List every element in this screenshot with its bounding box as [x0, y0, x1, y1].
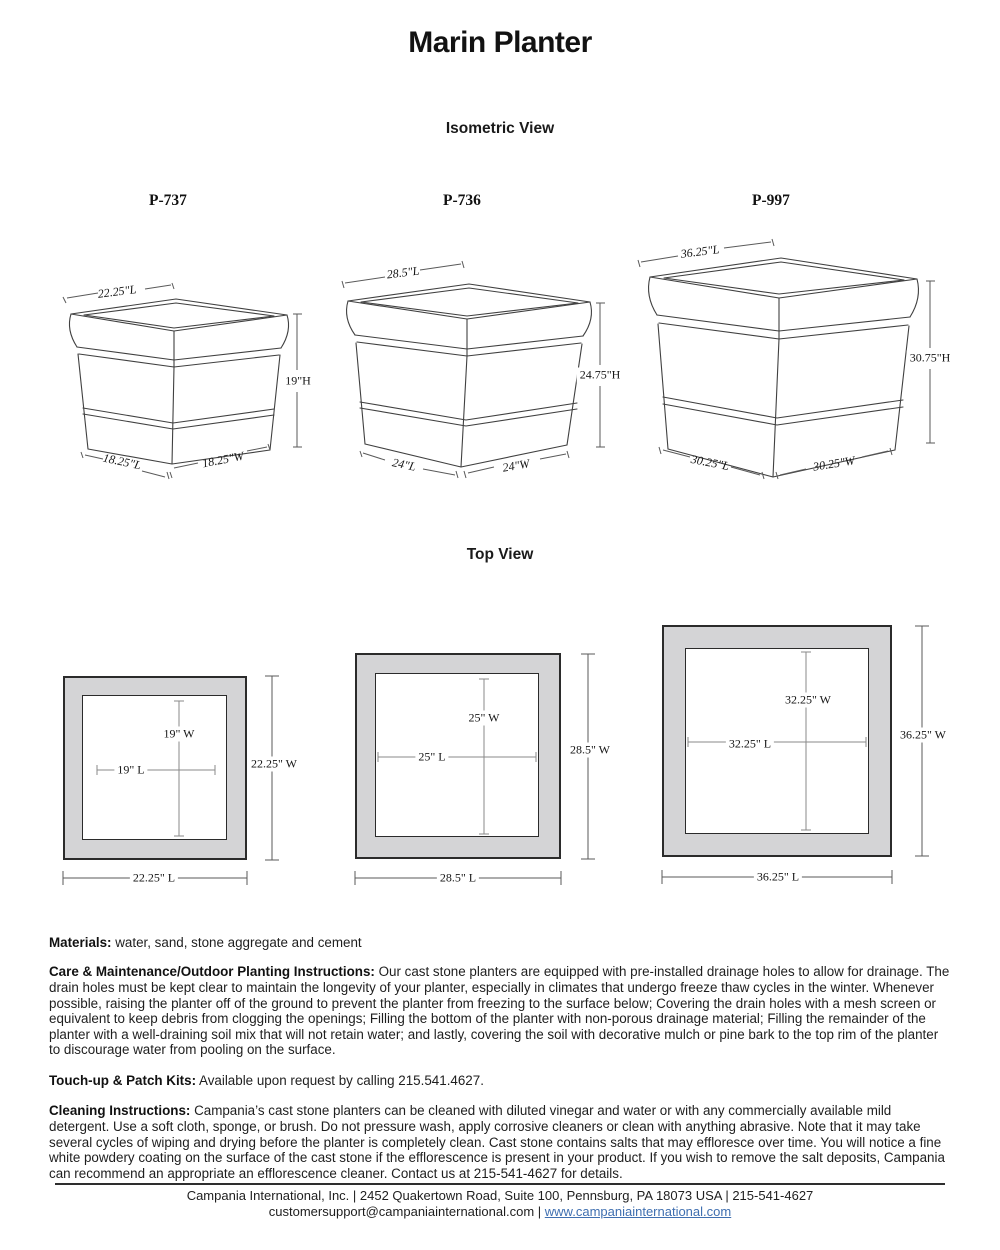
planter-drawing-p736 — [347, 284, 592, 467]
footer-website-link[interactable]: www.campaniainternational.com — [544, 1204, 732, 1219]
cleaning-label: Cleaning Instructions: — [49, 1103, 191, 1119]
dim-label-p736-height: 24.75"H — [577, 368, 624, 383]
dim-label-p737-height: 19"H — [282, 374, 314, 389]
dim-label-tv3-outer-width: 36.25" W — [897, 728, 949, 743]
dim-label-p736-bottom-width: 24"W — [501, 456, 531, 475]
touchup-text: Available upon request by calling 215.541.4627. — [196, 1073, 484, 1089]
dim-label-tv3-inner-width: 32.25" W — [782, 693, 834, 708]
dim-label-tv1-outer-width: 22.25" W — [248, 757, 300, 772]
dim-label-p737-bottom-length: 18.25"L — [101, 450, 143, 473]
page-title: Marin Planter — [408, 26, 592, 59]
dim-label-tv3-inner-length: 32.25" L — [726, 737, 774, 752]
dim-label-tv1-outer-length: 22.25" L — [130, 871, 178, 886]
footer-email: customersupport@campaniainternational.com — [268, 1204, 535, 1219]
care-maintenance-label: Care & Maintenance/Outdoor Planting Instructions: — [49, 964, 375, 980]
dim-label-tv1-inner-width: 19" W — [160, 727, 197, 742]
dim-label-tv2-inner-length: 25" L — [415, 750, 448, 765]
footer-separator: | — [534, 1204, 545, 1219]
footer-company-line: Campania International, Inc. | 2452 Quakertown Road, Suite 100, Pennsburg, PA 18073 USA | 215-541-4627 — [186, 1188, 814, 1203]
dim-label-p737-bottom-width: 18.25"W — [200, 448, 245, 471]
dim-label-tv2-outer-length: 28.5" L — [437, 871, 479, 886]
dim-label-tv2-outer-width: 28.5" W — [567, 743, 613, 758]
cleaning-text: Campania’s cast stone planters can be cleaned with diluted vinegar and water or with any commercially available mild detergent. Use a soft cloth, sponge, or brush. Do not pressure wash, apply corrosive cleaners or clean with anything abrasive. Note that it may take several cycles of wiping and drying before the planter is completely clean. Cast stone contains salts that may effloresce over time. You will notice a fine white powdery coating on the surface of the cast stone if the efflorescence is present in your product. If you wish to remove the salt deposits, Campania can recommend an appropriate an efflorescence cleaner. Contact us at 215-541-4627 for details. — [49, 1103, 945, 1181]
dim-label-tv1-inner-length: 19" L — [114, 763, 147, 778]
materials-label: Materials: — [49, 935, 112, 951]
touchup-label: Touch-up & Patch Kits: — [49, 1073, 197, 1089]
model-label-p736: P-736 — [443, 192, 481, 209]
top-view-outer-dimensions — [63, 626, 929, 885]
planter-drawing-p997 — [649, 258, 919, 477]
model-label-p997: P-997 — [752, 192, 790, 209]
materials-text: water, sand, stone aggregate and cement — [111, 935, 362, 951]
dim-label-p997-top-length: 36.25"L — [679, 242, 721, 261]
model-label-p737: P-737 — [149, 192, 187, 209]
dim-label-p997-height: 30.75"H — [907, 351, 954, 366]
planter-drawing-p737 — [69, 299, 288, 464]
dim-label-tv2-inner-width: 25" W — [465, 711, 502, 726]
top-view-heading: Top View — [466, 546, 534, 563]
dim-label-p736-top-length: 28.5"L — [385, 263, 421, 282]
dim-label-tv3-outer-length: 36.25" L — [754, 870, 802, 885]
dim-label-p736-bottom-length: 24"L — [391, 455, 418, 474]
isometric-view-heading: Isometric View — [445, 120, 555, 137]
dim-label-p737-top-length: 22.25"L — [96, 282, 138, 301]
care-maintenance-text: Our cast stone planters are equipped with pre-installed drainage holes to allow for drainage. The drain holes must be kept clear to maintain the longevity of your planter, especially in climates that undergo freeze thaw cycles in the winter. Whenever possible, raising the planter off of the ground to prevent the planter from freezing to the surface below; Covering the drain holes with a mesh screen or equivalent to keep debris from clogging the openings; Filling the bottom of the planter with non-porous drainage material; Filling the remainder of the planter with a well-draining soil mix that will not retain water; and lastly, covering the soil with decorative mulch or pine bark to the top rim of the planter to discourage water from pooling on the surface. — [49, 964, 950, 1058]
dim-label-p997-bottom-length: 30.25"L — [689, 451, 731, 474]
dim-label-p997-bottom-width: 30.25"W — [812, 453, 856, 474]
